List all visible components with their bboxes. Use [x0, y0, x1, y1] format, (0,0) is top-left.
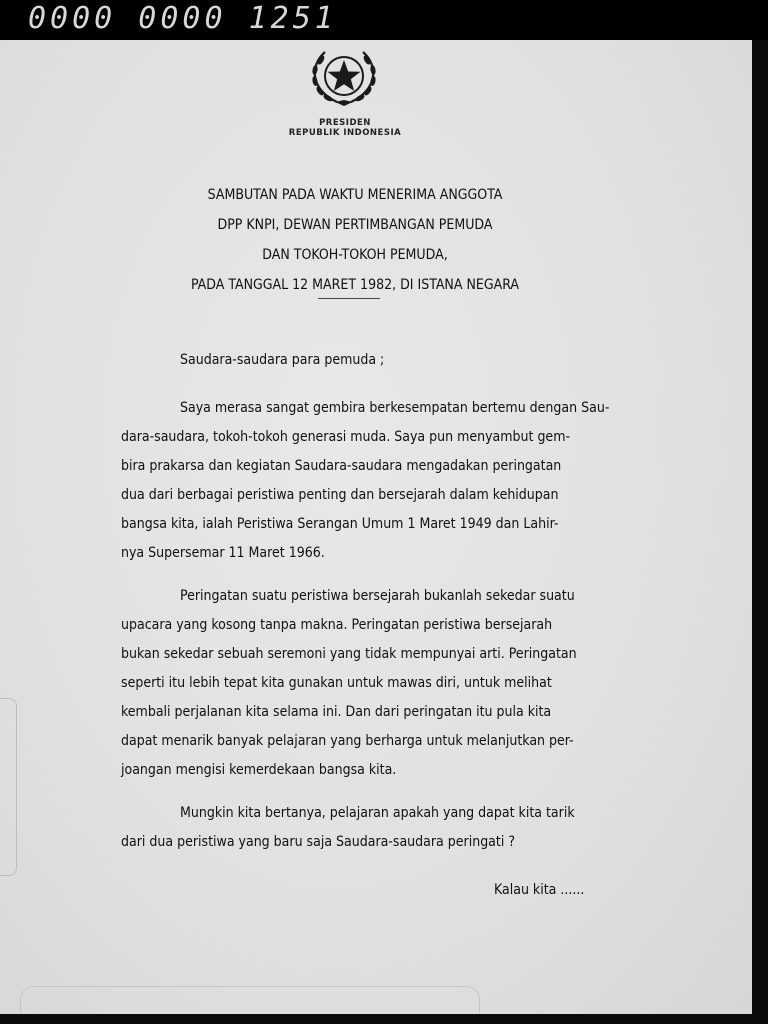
scan-artifact-left [0, 698, 17, 876]
paragraph-line: bangsa kita, ialah Peristiwa Serangan Umum 1 Maret 1949 dan Lahir- [121, 516, 559, 532]
title-line-1: SAMBUTAN PADA WAKTU MENERIMA ANGGOTA [207, 187, 503, 203]
letterhead-line-2: REPUBLIK INDONESIA [288, 128, 402, 138]
paragraph-line: seperti itu lebih tepat kita gunakan untuk mawas diri, untuk melihat [121, 675, 552, 691]
paragraph-line: kembali perjalanan kita selama ini. Dan dari peringatan itu pula kita [121, 704, 552, 720]
paragraph-line: Peringatan suatu peristiwa bersejarah bukanlah sekedar suatu [180, 588, 575, 604]
paragraph-line: Saya merasa sangat gembira berkesempatan bertemu dengan Sau- [180, 400, 610, 416]
title-line-3: DAN TOKOH-TOKOH PEMUDA, [262, 247, 448, 263]
paragraph-line: bira prakarsa dan kegiatan Saudara-saudara mengadakan peringatan [121, 458, 562, 474]
paragraph-line: dari dua peristiwa yang baru saja Saudara-saudara peringati ? [121, 834, 516, 850]
paragraph-2 [121, 582, 637, 785]
paragraph-line: dara-saudara, tokoh-tokoh generasi muda. Saya pun menyambut gem- [121, 429, 571, 445]
document-title [130, 180, 580, 300]
scan-border-right [752, 40, 768, 1024]
paragraph-3 [121, 799, 637, 857]
paragraph-line: Mungkin kita bertanya, pelajaran apakah yang dapat kita tarik [180, 805, 575, 821]
paragraph-line: nya Supersemar 11 Maret 1966. [121, 545, 325, 561]
scan-artifact-bottom [20, 986, 480, 1013]
paragraph-line: bukan sekedar sebuah seremoni yang tidak mempunyai arti. Peringatan [121, 646, 577, 662]
title-line-2: DPP KNPI, DEWAN PERTIMBANGAN PEMUDA [217, 217, 493, 233]
paragraph-line: joangan mengisi kemerdekaan bangsa kita. [121, 762, 397, 778]
title-line-4: PADA TANGGAL 12 MARET 1982, DI ISTANA NEGARA [190, 277, 520, 293]
star-wreath-emblem-icon [301, 40, 387, 108]
paragraph-line: dua dari berbagai peristiwa penting dan bersejarah dalam kehidupan [121, 487, 559, 503]
paragraph-line: dapat menarik banyak pelajaran yang berharga untuk melanjutkan per- [121, 733, 574, 749]
paragraph-line: upacara yang kosong tanpa makna. Peringatan peristiwa bersejarah [121, 617, 553, 633]
title-underline [318, 298, 380, 299]
salutation: Saudara-saudara para pemuda ; [180, 352, 385, 368]
film-strip [0, 0, 768, 40]
letterhead-line-1: PRESIDEN [319, 118, 371, 128]
paragraph-1 [121, 394, 637, 568]
letterhead-office [240, 118, 450, 138]
film-frame-code: 0000 0000 1251 [28, 1, 337, 36]
scan-border-bottom [0, 1014, 768, 1024]
page-continuation: Kalau kita ...... [494, 882, 585, 898]
